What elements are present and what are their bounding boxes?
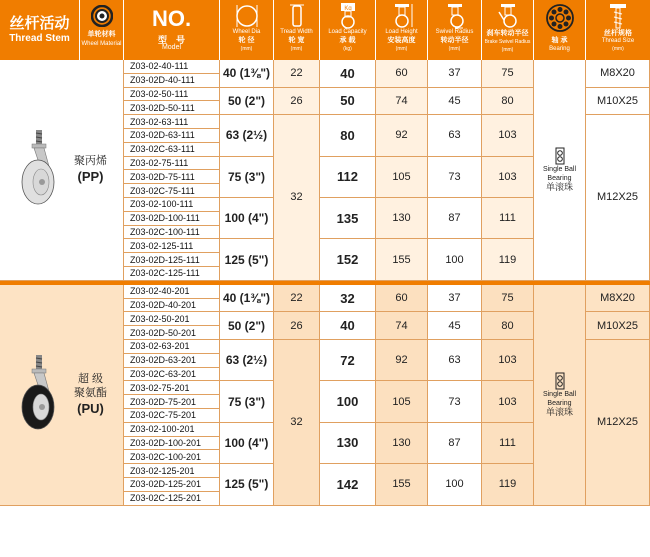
swivel-cn: 转动半径	[440, 37, 469, 44]
wheel-diameter: 75 (3")	[227, 169, 266, 184]
model-number-cell	[124, 157, 220, 171]
brake-swivel-radius: 119	[498, 253, 517, 266]
thread-size-value: M8X20	[600, 292, 635, 305]
wheel-diameter-cell	[220, 198, 274, 239]
header-width	[274, 0, 320, 60]
header-bearing	[534, 0, 586, 60]
height-en: Load Height	[385, 29, 418, 35]
header-material	[80, 0, 124, 60]
load-capacity: 50	[340, 93, 355, 109]
swivel-radius: 100	[445, 478, 464, 491]
load-height-icon	[388, 2, 416, 30]
brake-unit: (mm)	[501, 47, 514, 53]
load-height: 105	[392, 170, 411, 183]
swivel-radius: 87	[448, 212, 461, 225]
material-label	[74, 154, 107, 186]
model-number-cell	[124, 395, 220, 409]
mat-en: Wheel Material	[81, 41, 122, 47]
wheel-diameter-cell	[220, 312, 274, 340]
load-height-cell	[376, 88, 428, 116]
thread-size-value: M8X20	[600, 67, 635, 80]
load-capacity: 100	[336, 394, 359, 410]
header-height	[376, 0, 428, 60]
wheel-diameter: 125 (5")	[224, 477, 269, 492]
bearing-type-cn: 单滚珠	[545, 182, 573, 193]
wheel-diameter-cell	[220, 423, 274, 464]
model-number-cell	[124, 381, 220, 395]
model-number-cell	[124, 253, 220, 267]
model-number: Z03-02D-100-201	[130, 437, 202, 448]
load-capacity: 135	[336, 210, 359, 226]
material-code: (PU)	[77, 400, 104, 416]
model-number: Z03-02-125-201	[130, 465, 195, 476]
model-number-cell	[124, 312, 220, 326]
material-label	[74, 372, 107, 418]
model-number-cell	[124, 226, 220, 240]
load-height: 105	[392, 395, 411, 408]
load-height: 74	[395, 94, 408, 107]
bearing-cell	[534, 60, 586, 281]
load-capacity: 142	[336, 476, 359, 492]
model-cn: 型 号	[157, 35, 185, 45]
height-unit: (mm)	[395, 46, 408, 52]
thread-size-value: M12X25	[597, 191, 638, 204]
load-en: Load Capacity	[328, 29, 367, 35]
model-number: Z03-02D-125-201	[130, 479, 202, 490]
model-number-cell	[124, 437, 220, 451]
swivel-radius-cell	[428, 423, 482, 464]
model-number: Z03-02D-50-111	[130, 102, 195, 113]
tread-width-value: 22	[290, 292, 303, 305]
load-capacity-cell	[320, 157, 376, 198]
thread-size-cell	[586, 88, 650, 116]
thread-size-cell	[586, 115, 650, 281]
width-cn: 轮 宽	[288, 37, 305, 44]
swivel-radius: 45	[448, 319, 461, 332]
stem-title-cn: 丝杆活动	[9, 15, 70, 32]
model-number: Z03-02C-100-201	[130, 451, 202, 462]
load-capacity-cell	[320, 198, 376, 239]
load-height: 155	[392, 478, 411, 491]
brake-radius-icon	[494, 2, 522, 30]
model-number: Z03-02D-63-111	[130, 130, 195, 141]
model-number: Z03-02D-50-201	[130, 327, 197, 338]
model-number: Z03-02D-100-111	[130, 213, 200, 224]
wheel-diameter: 63 (2½)	[225, 353, 268, 368]
model-number-cell	[124, 129, 220, 143]
load-capacity: 80	[340, 127, 355, 143]
model-number: Z03-02-63-201	[130, 341, 190, 352]
load-capacity-cell	[320, 88, 376, 116]
brake-swivel-radius: 80	[501, 94, 514, 107]
model-number-cell	[124, 340, 220, 354]
model-number: Z03-02D-75-111	[130, 171, 195, 182]
width-en: Tread Width	[280, 29, 313, 35]
header-brake	[482, 0, 534, 60]
model-number: Z03-02D-125-111	[130, 254, 200, 265]
model-number-cell	[124, 212, 220, 226]
wheel-diameter-cell	[220, 60, 274, 88]
wheel-diameter-cell	[220, 88, 274, 116]
brake-swivel-radius: 103	[498, 354, 517, 367]
swivel-radius: 63	[448, 129, 461, 142]
wheel-diameter: 50 (2")	[227, 93, 266, 108]
bearing-symbol-icon	[555, 372, 565, 390]
tread-width-cell	[274, 285, 320, 313]
load-capacity-cell	[320, 423, 376, 464]
mat-cn: 单轮材料	[87, 31, 116, 38]
model-number-cell	[124, 170, 220, 184]
material-name-cn: 聚丙烯	[74, 154, 107, 167]
model-number: Z03-02-100-201	[130, 424, 195, 435]
model-number: Z03-02-75-111	[130, 157, 189, 168]
brake-radius-cell	[482, 88, 534, 116]
brake-swivel-radius: 75	[501, 292, 514, 305]
swivel-radius-cell	[428, 340, 482, 381]
tread-width-icon	[289, 3, 305, 29]
brake-swivel-radius: 103	[498, 129, 517, 142]
swivel-radius-cell	[428, 381, 482, 422]
swivel-radius-icon	[441, 2, 469, 30]
model-number-cell	[124, 267, 220, 281]
brake-radius-cell	[482, 157, 534, 198]
model-number-cell	[124, 299, 220, 313]
swivel-unit: (mm)	[448, 46, 461, 52]
model-number: Z03-02C-63-111	[130, 144, 195, 155]
bearing-symbol-icon	[555, 147, 565, 165]
model-number-cell	[124, 143, 220, 157]
load-capacity-cell	[320, 464, 376, 505]
swivel-radius: 37	[448, 67, 461, 80]
thread-size-cell	[586, 285, 650, 313]
brake-swivel-radius: 103	[498, 170, 517, 183]
load-height: 60	[395, 292, 408, 305]
material-code: (PP)	[77, 168, 104, 184]
load-unit: (kg)	[343, 46, 352, 52]
brake-swivel-radius: 75	[501, 67, 514, 80]
tread-width-cell	[274, 115, 320, 281]
load-capacity-cell	[320, 381, 376, 422]
wheel-diameter-cell	[220, 381, 274, 422]
brake-swivel-radius: 119	[498, 478, 517, 491]
model-number: Z03-02C-75-111	[130, 185, 195, 196]
wheel-diameter: 75 (3")	[227, 394, 266, 409]
header-swivel	[428, 0, 482, 60]
model-number: Z03-02-40-201	[130, 286, 190, 297]
brake-radius-cell	[482, 198, 534, 239]
load-height: 130	[392, 212, 411, 225]
model-no: NO.	[151, 6, 192, 31]
model-en: Model	[161, 44, 182, 51]
tread-width-value: 32	[290, 416, 303, 429]
model-number-cell	[124, 88, 220, 102]
model-number: Z03-02C-63-201	[130, 368, 197, 379]
stem-title-en: Thread Stem	[9, 33, 70, 44]
model-number: Z03-02-50-201	[130, 313, 190, 324]
wheel-diameter-cell	[220, 340, 274, 381]
model-number: Z03-02-75-201	[130, 382, 190, 393]
load-height-cell	[376, 157, 428, 198]
wheel-diameter-cell	[220, 157, 274, 198]
swivel-radius: 63	[448, 354, 461, 367]
width-unit: (mm)	[290, 46, 303, 52]
wheel-diameter: 100 (4")	[224, 435, 269, 450]
load-capacity-cell	[320, 115, 376, 156]
load-height-cell	[376, 423, 428, 464]
dia-cn: 轮 径	[238, 37, 255, 44]
load-capacity: 40	[340, 65, 355, 81]
load-capacity-cell	[320, 312, 376, 340]
wheel-target-icon	[91, 5, 113, 27]
thread-cn: 丝杆规格	[604, 30, 632, 37]
model-number-cell	[124, 74, 220, 88]
model-number: Z03-02-100-111	[130, 199, 194, 210]
swivel-radius: 73	[448, 395, 461, 408]
bearing-en: Bearing	[549, 46, 570, 52]
tread-width-value: 26	[290, 94, 303, 107]
model-number-cell	[124, 60, 220, 74]
wheel-diameter-icon	[235, 3, 259, 29]
load-weight-icon	[336, 2, 360, 30]
wheel-diameter: 125 (5")	[224, 252, 269, 267]
load-capacity-cell	[320, 239, 376, 280]
wheel-diameter-cell	[220, 239, 274, 280]
model-number-cell	[124, 115, 220, 129]
thread-size-cell	[586, 340, 650, 506]
load-height: 130	[392, 436, 411, 449]
model-number-cell	[124, 492, 220, 506]
load-cn: 承 载	[339, 37, 356, 44]
tread-width-value: 22	[290, 67, 303, 80]
load-capacity-cell	[320, 285, 376, 313]
model-number: Z03-02C-100-111	[130, 226, 200, 237]
model-number-cell	[124, 239, 220, 253]
brake-radius-cell	[482, 285, 534, 313]
model-number: Z03-02D-40-201	[130, 299, 197, 310]
load-height: 92	[395, 129, 408, 142]
tread-width-cell	[274, 340, 320, 506]
dia-en: Wheel Dia	[232, 29, 261, 35]
load-height-cell	[376, 285, 428, 313]
load-capacity-cell	[320, 60, 376, 88]
model-number: Z03-02D-75-201	[130, 396, 197, 407]
wheel-diameter-cell	[220, 115, 274, 156]
load-height: 74	[395, 319, 408, 332]
swivel-radius-cell	[428, 464, 482, 505]
wheel-diameter-cell	[220, 285, 274, 313]
swivel-en: Swivel Radius	[435, 29, 474, 35]
model-number: Z03-02-63-111	[130, 116, 189, 127]
wheel-diameter: 40 (1⅜")	[222, 291, 271, 306]
wheel-diameter-cell	[220, 464, 274, 505]
thread-size-value: M10X25	[597, 94, 638, 107]
model-number: Z03-02C-125-111	[130, 268, 200, 279]
bearing-type-en: Single Ball Bearing	[542, 391, 577, 408]
wheel-diameter: 40 (1⅜")	[222, 66, 271, 81]
model-number-cell	[124, 450, 220, 464]
load-capacity: 152	[336, 252, 359, 268]
model-number-cell	[124, 285, 220, 299]
thread-en: Thread Size	[601, 38, 635, 44]
model-number-cell	[124, 423, 220, 437]
thread-unit: (mm)	[612, 46, 624, 52]
swivel-radius-cell	[428, 285, 482, 313]
load-height-cell	[376, 340, 428, 381]
swivel-radius: 100	[445, 253, 464, 266]
brake-swivel-radius: 111	[499, 212, 516, 225]
load-height-cell	[376, 115, 428, 156]
model-number-cell	[124, 184, 220, 198]
thread-size-icon	[606, 2, 630, 30]
swivel-radius-cell	[428, 312, 482, 340]
swivel-radius-cell	[428, 88, 482, 116]
brake-radius-cell	[482, 381, 534, 422]
thread-size-cell	[586, 60, 650, 88]
dia-unit: (mm)	[240, 46, 253, 52]
bearing-type-en: Single Ball Bearing	[542, 166, 577, 183]
header-diameter	[220, 0, 274, 60]
load-height-cell	[376, 198, 428, 239]
model-number-cell	[124, 198, 220, 212]
brake-radius-cell	[482, 115, 534, 156]
load-height-cell	[376, 464, 428, 505]
model-number: Z03-02-50-111	[130, 88, 189, 99]
swivel-radius: 37	[448, 292, 461, 305]
load-capacity: 112	[337, 169, 358, 185]
load-capacity: 40	[340, 318, 355, 334]
model-number: Z03-02-40-111	[130, 61, 189, 72]
thread-size-value: M12X25	[597, 416, 638, 429]
model-number-cell	[124, 409, 220, 423]
swivel-radius-cell	[428, 157, 482, 198]
load-capacity-cell	[320, 340, 376, 381]
wheel-diameter: 100 (4")	[224, 211, 269, 226]
header-load	[320, 0, 376, 60]
model-number: Z03-02D-40-111	[130, 75, 195, 86]
table-body	[0, 60, 650, 557]
thread-size-cell	[586, 312, 650, 340]
load-height-cell	[376, 312, 428, 340]
tread-width-cell	[274, 60, 320, 88]
brake-swivel-radius: 111	[499, 436, 516, 449]
caster-wheel-icon	[10, 130, 70, 210]
model-number: Z03-02-125-111	[130, 240, 194, 251]
load-capacity: 72	[340, 352, 355, 368]
swivel-radius-cell	[428, 115, 482, 156]
swivel-radius-cell	[428, 198, 482, 239]
thread-size-value: M10X25	[597, 319, 638, 332]
tread-width-value: 32	[290, 191, 303, 204]
swivel-radius: 87	[448, 436, 461, 449]
brake-swivel-radius: 103	[498, 395, 517, 408]
load-height-cell	[376, 381, 428, 422]
swivel-radius: 45	[448, 94, 461, 107]
load-height-cell	[376, 239, 428, 280]
tread-width-cell	[274, 312, 320, 340]
swivel-radius: 73	[448, 170, 461, 183]
brake-radius-cell	[482, 239, 534, 280]
wheel-diameter: 63 (2½)	[225, 128, 268, 143]
bearing-cell	[534, 285, 586, 506]
load-capacity: 32	[340, 290, 355, 306]
model-number: Z03-02D-63-201	[130, 355, 197, 366]
load-height: 155	[392, 253, 411, 266]
header-stem	[0, 0, 80, 60]
caster-wheel-icon	[10, 355, 70, 435]
swivel-radius-cell	[428, 239, 482, 280]
material-name-cn: 超 级 聚氨酯	[74, 372, 107, 399]
brake-radius-cell	[482, 60, 534, 88]
model-number-cell	[124, 326, 220, 340]
tread-width-value: 26	[290, 319, 303, 332]
load-capacity: 130	[336, 435, 359, 451]
model-number-cell	[124, 354, 220, 368]
height-cn: 安装高度	[387, 37, 416, 44]
ball-bearing-icon	[545, 3, 575, 33]
wheel-diameter: 50 (2")	[227, 318, 266, 333]
brake-radius-cell	[482, 423, 534, 464]
load-height: 60	[395, 67, 408, 80]
swivel-radius-cell	[428, 60, 482, 88]
header-thread	[586, 0, 650, 60]
brake-radius-cell	[482, 312, 534, 340]
model-number-cell	[124, 101, 220, 115]
brake-en: Brake Swivel Radius	[484, 39, 531, 45]
table-header	[0, 0, 650, 60]
model-number-cell	[124, 368, 220, 382]
bearing-type-cn: 单滚珠	[545, 407, 573, 418]
brake-radius-cell	[482, 464, 534, 505]
model-number-cell	[124, 464, 220, 478]
brake-cn: 刹车转动半径	[486, 30, 529, 37]
model-number-cell	[124, 478, 220, 492]
bearing-cn: 轴 承	[551, 37, 568, 44]
brake-swivel-radius: 80	[501, 319, 514, 332]
header-model	[124, 0, 220, 60]
model-number: Z03-02C-125-201	[130, 493, 202, 504]
kg-label: Kg	[344, 6, 352, 12]
load-height-cell	[376, 60, 428, 88]
tread-width-cell	[274, 88, 320, 116]
brake-radius-cell	[482, 340, 534, 381]
model-number: Z03-02C-75-201	[130, 410, 197, 421]
load-height: 92	[395, 354, 408, 367]
